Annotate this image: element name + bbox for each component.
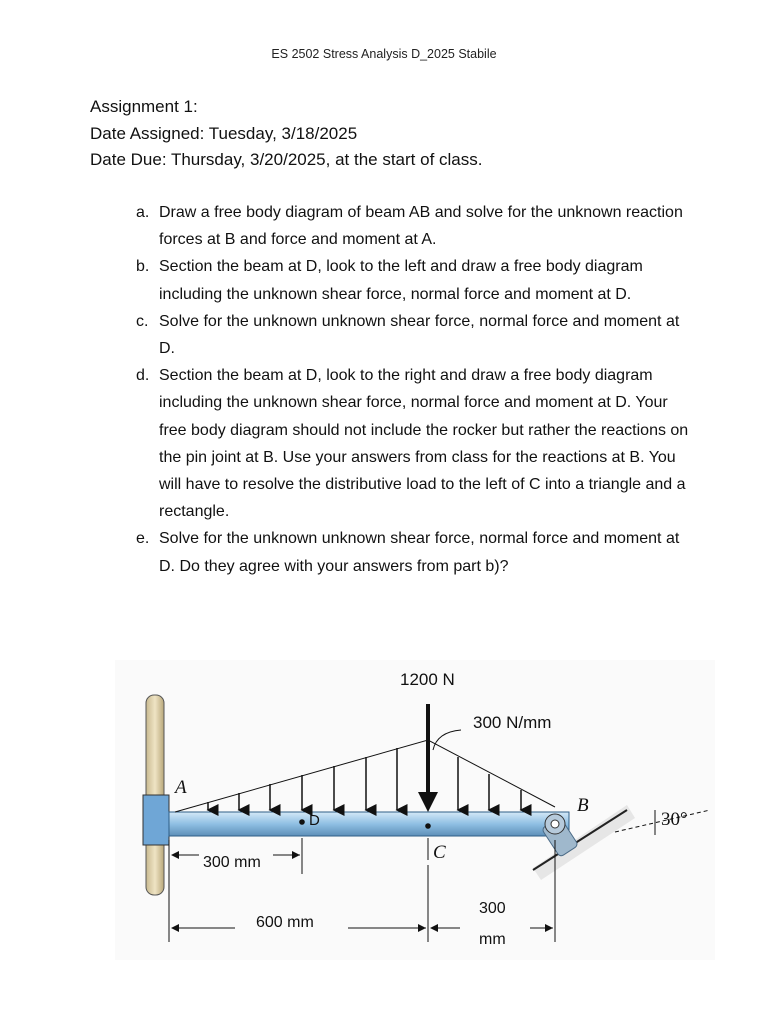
dim-300-right-top: 300 (479, 900, 506, 917)
date-due: Date Due: Thursday, 3/20/2025, at the start of class. (90, 150, 483, 169)
task-item-d (136, 362, 696, 525)
label-c: C (433, 842, 446, 863)
date-assigned: Date Assigned: Tuesday, 3/18/2025 (90, 123, 358, 143)
task-item-a (136, 199, 696, 253)
task-item-c (136, 308, 696, 362)
task-letter: c. (136, 312, 149, 330)
task-text: Section the beam at D, look to the right and draw a free body diagram including the unknown shear force, normal force and moment at D. Your free body diagram should not include the rocker but rather the reactions on the pin joint at B. Use your answers from class for the reactions at B. You will have to resolve the distributive load to the left of C into a triangle and a rectangle. (159, 367, 689, 521)
dim-300-mm-label: 300 mm (203, 854, 261, 871)
label-a: A (175, 777, 187, 798)
label-b: B (577, 795, 589, 816)
task-letter: e. (136, 530, 150, 548)
task-letter: a. (136, 204, 150, 221)
beam-ab (169, 812, 569, 836)
beam-figure (115, 660, 715, 960)
task-text: Draw a free body diagram of beam AB and solve for the unknown reaction forces at B and force and moment at A. (159, 204, 683, 249)
task-list (136, 199, 696, 580)
dim-600-mm-label: 600 mm (256, 914, 314, 931)
dim-300-right-bottom: mm (479, 931, 506, 948)
task-text: Section the beam at D, look to the left and draw a free body diagram including the unknown shear force, normal force and moment at D. (159, 258, 643, 303)
task-item-e (136, 525, 696, 579)
task-item-b (136, 253, 696, 307)
angle-label: 30° (661, 809, 688, 830)
clamp-block (143, 795, 169, 845)
beam-diagram (115, 660, 715, 960)
task-letter: b. (136, 258, 150, 276)
task-letter: d. (136, 367, 150, 385)
point-c-marker (425, 823, 431, 829)
label-d: D (309, 812, 320, 829)
assignment-info (90, 94, 482, 174)
task-text: Solve for the unknown unknown shear force, normal force and moment at D. (159, 312, 680, 358)
dist-load-label: 300 N/mm (473, 713, 552, 732)
assignment-title: Assignment 1: (90, 97, 198, 116)
point-load-label: 1200 N (400, 670, 455, 689)
task-text: Solve for the unknown unknown shear force, normal force and moment at D. Do they agree with your answers from part b)? (159, 530, 680, 575)
point-d-marker (299, 819, 305, 825)
document-header: ES 2502 Stress Analysis D_2025 Stabile (271, 47, 497, 61)
